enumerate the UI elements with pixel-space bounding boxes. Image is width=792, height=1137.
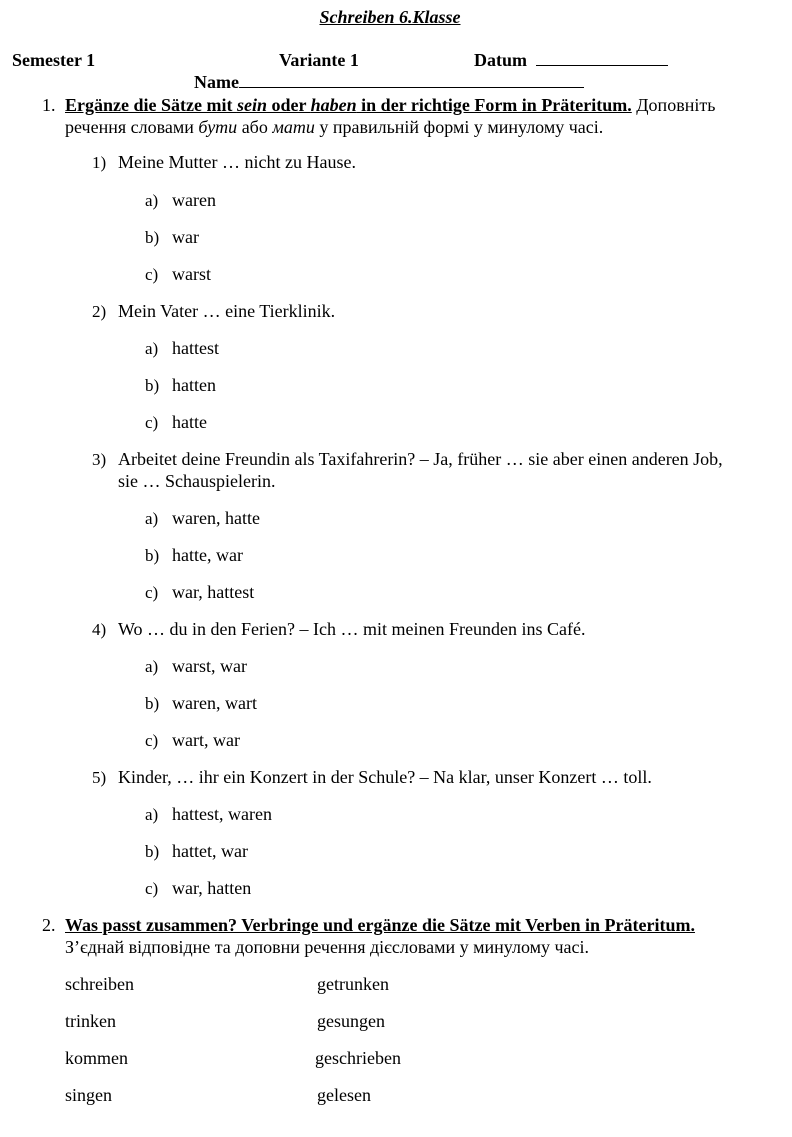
option-text: hattest [172,338,219,358]
task1-heading-de [65,95,632,115]
name-label: Name [194,72,239,92]
question-number: 2) [92,302,107,321]
question-text: Arbeitet deine Freundin als Taxifahrerin? – Ja, früher … sie aber einen anderen Job, [118,449,723,469]
option-text: waren, wart [172,693,257,713]
task1-heading [65,95,715,116]
verb-left: singen [65,1085,112,1105]
variant-label: Variante 1 [279,50,359,70]
option-letter: c) [145,413,159,432]
verb-left: trinken [65,1011,116,1031]
task1-number: 1. [42,95,56,115]
verb-right: gelesen [317,1085,371,1105]
date-label: Datum [474,50,527,70]
page-title: Schreiben 6.Klasse [319,7,461,27]
question-text: Mein Vater … eine Tierklinik. [118,301,336,321]
task2-number: 2. [42,915,56,935]
option-letter: c) [145,583,159,602]
option-letter: b) [145,228,160,247]
verb-right: getrunken [317,974,389,994]
question-text: Wo … du in den Ferien? – Ich … mit meinen Freunden ins Café. [118,619,586,639]
option-text: waren [172,190,216,210]
option-letter: b) [145,842,160,861]
task1-heading-uk-line2 [65,117,603,138]
uk-maty: мати [272,117,315,137]
date-field [474,50,668,71]
verb-right: gesungen [317,1011,385,1031]
option-text: hattest, waren [172,804,272,824]
option-text: hatten [172,375,216,395]
uk-buty: бути [198,117,238,137]
uk-line2-b: або [237,117,273,137]
question-text: Kinder, … ihr ein Konzert in der Schule? – Na klar, unser Konzert … toll. [118,767,652,787]
option-text: war [172,227,199,247]
semester-label: Semester 1 [12,50,96,70]
option-text: hatte, war [172,545,243,565]
option-text: warst, war [172,656,247,676]
task1-heading-uk-part1: Доповніть [631,95,716,115]
option-text: hattet, war [172,841,248,861]
option-letter: a) [145,339,159,358]
name-field [194,72,584,93]
option-text: hatte [172,412,207,432]
option-letter: c) [145,265,159,284]
date-blank-line [536,65,668,66]
option-text: wart, war [172,730,240,750]
option-letter: a) [145,805,159,824]
option-letter: b) [145,376,160,395]
name-blank-line [239,87,584,88]
task2-heading: Was passt zusammen? Verbringe und ergänze die Sätze mit Verben in Präteritum. [65,915,695,935]
question-text: Meine Mutter … nicht zu Hause. [118,152,356,172]
task2-heading-uk: З’єднай відповідне та доповни речення дієсловами у минулому часі. [65,937,590,957]
option-text: war, hattest [172,582,255,602]
option-letter: b) [145,694,160,713]
option-letter: b) [145,546,160,565]
question-number: 1) [92,153,107,172]
verb-right: geschrieben [315,1048,401,1068]
option-letter: c) [145,879,159,898]
verb-left: schreiben [65,974,134,994]
option-text: waren, hatte [172,508,260,528]
question-number: 3) [92,450,107,469]
task1-heading-part3: in der richtige Form in Präteritum. [356,95,632,115]
question-text-line2: sie … Schauspielerin. [118,471,276,491]
option-letter: a) [145,191,159,210]
question-number: 4) [92,620,107,639]
option-letter: c) [145,731,159,750]
uk-line2-a: речення словами [65,117,199,137]
option-text: warst [172,264,211,284]
question-number: 5) [92,768,107,787]
verb-left: kommen [65,1048,128,1068]
uk-line2-c: у правильній формі у минулому часі. [314,117,604,137]
option-text: war, hatten [172,878,252,898]
task1-heading-haben: haben [310,95,357,115]
task1-heading-sein: sein [236,95,267,115]
task1-heading-part1: Ergänze die Sätze mit [65,95,237,115]
task1-heading-part2: oder [266,95,311,115]
option-letter: a) [145,657,159,676]
option-letter: a) [145,509,159,528]
